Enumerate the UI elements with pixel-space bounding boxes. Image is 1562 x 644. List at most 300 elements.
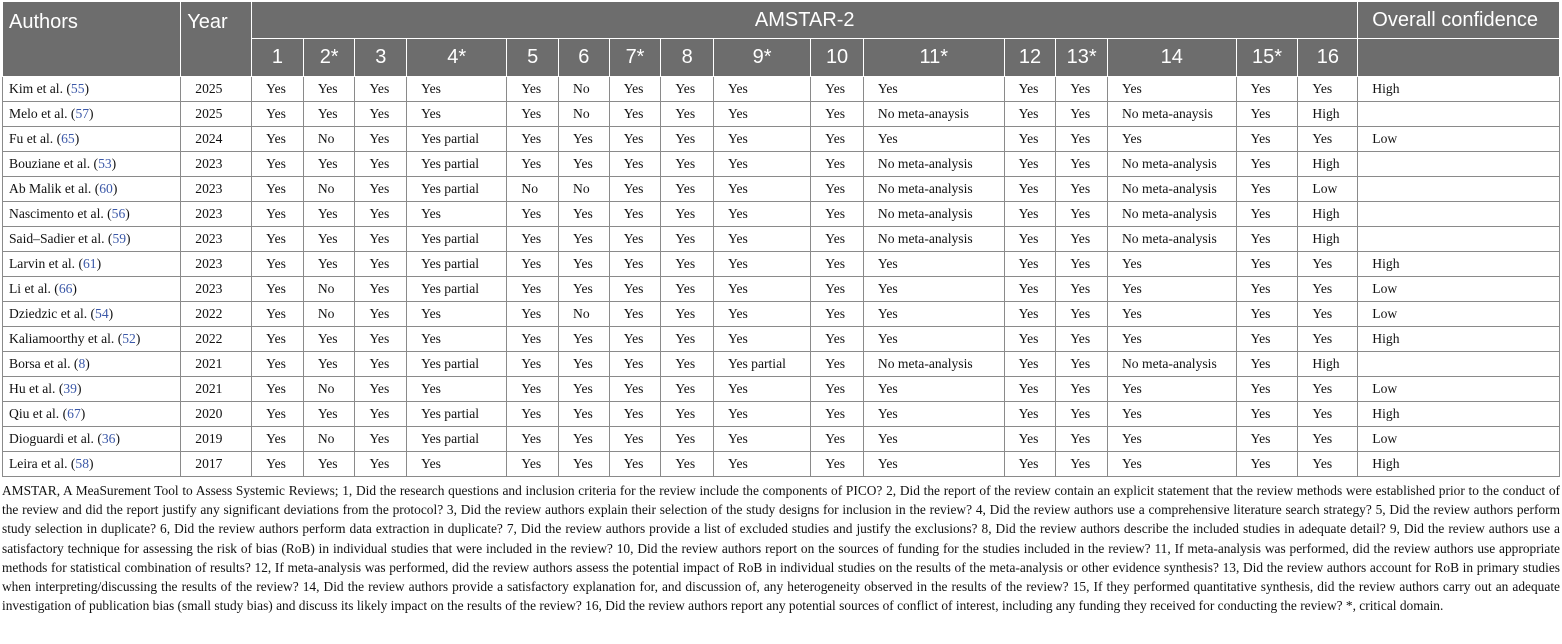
amstar-item-10-cell: Yes: [811, 277, 864, 302]
amstar-item-10-cell: Yes: [811, 252, 864, 277]
amstar-item-4-cell: Yes: [407, 77, 507, 102]
amstar-item-1-cell: Yes: [252, 152, 304, 177]
overall-confidence-cell: Low: [1358, 127, 1560, 152]
amstar-item-2-cell: Yes: [303, 352, 355, 377]
amstar-item-11-cell: No meta-anaysis: [863, 102, 1004, 127]
amstar-item-5-cell: Yes: [507, 252, 559, 277]
amstar-item-12-cell: Yes: [1004, 77, 1056, 102]
amstar-item-5-cell: Yes: [507, 352, 559, 377]
reference-link[interactable]: 36: [101, 431, 116, 446]
amstar-item-2-cell: No: [303, 377, 355, 402]
amstar-item-11-cell: No meta-analysis: [863, 352, 1004, 377]
reference-link[interactable]: 65: [61, 131, 75, 146]
reference-link[interactable]: 39: [63, 381, 77, 396]
amstar-item-14-cell: Yes: [1107, 77, 1236, 102]
amstar-item-3-cell: Yes: [355, 227, 407, 252]
amstar-item-9-cell: Yes: [714, 427, 811, 452]
overall-confidence-cell: Low: [1358, 277, 1560, 302]
reference-link[interactable]: 52: [122, 331, 136, 346]
amstar-item-13-cell: Yes: [1056, 252, 1108, 277]
amstar-item-16-cell: Yes: [1298, 277, 1358, 302]
overall-confidence-cell: Low: [1358, 377, 1560, 402]
table-row: [3, 102, 1560, 127]
amstar-item-4-cell: Yes: [407, 302, 507, 327]
amstar-item-4-cell: Yes partial: [407, 152, 507, 177]
amstar-item-6-cell: Yes: [559, 427, 610, 452]
amstar-item-13-cell: Yes: [1056, 402, 1108, 427]
amstar-item-3-cell: Yes: [355, 152, 407, 177]
amstar-item-1-cell: Yes: [252, 77, 304, 102]
author-cell: [3, 377, 181, 402]
amstar-item-7-cell: Yes: [609, 352, 661, 377]
amstar-item-9-cell: Yes: [714, 127, 811, 152]
amstar-item-8-cell: Yes: [661, 227, 714, 252]
header-item-15: 15*: [1236, 39, 1298, 77]
table-row: [3, 352, 1560, 377]
amstar-item-6-cell: Yes: [559, 377, 610, 402]
amstar-item-11-cell: Yes: [863, 277, 1004, 302]
author-cell: [3, 427, 181, 452]
amstar-item-11-cell: No meta-analysis: [863, 227, 1004, 252]
author-close-paren: ): [76, 381, 82, 396]
header-item-6: 6: [559, 39, 610, 77]
table-row: [3, 202, 1560, 227]
author-name: Fu et al. (: [9, 131, 62, 146]
table-row: [3, 152, 1560, 177]
amstar-item-4-cell: Yes: [407, 452, 507, 477]
amstar-item-14-cell: Yes: [1107, 302, 1236, 327]
author-close-paren: ): [125, 206, 130, 221]
table-body: [3, 77, 1560, 477]
author-close-paren: ): [85, 356, 90, 371]
overall-confidence-cell: [1358, 177, 1560, 202]
amstar-item-1-cell: Yes: [252, 277, 304, 302]
amstar-item-16-cell: High: [1298, 227, 1358, 252]
amstar-item-1-cell: Yes: [252, 227, 304, 252]
amstar-item-12-cell: Yes: [1004, 227, 1056, 252]
amstar-item-3-cell: Yes: [355, 102, 407, 127]
author-cell: [3, 452, 181, 477]
amstar-item-3-cell: Yes: [355, 277, 407, 302]
amstar-item-13-cell: Yes: [1056, 77, 1108, 102]
amstar-item-14-cell: Yes: [1107, 452, 1236, 477]
header-overall-spacer: [1358, 39, 1560, 77]
amstar-item-2-cell: Yes: [303, 102, 355, 127]
amstar-item-2-cell: No: [303, 302, 355, 327]
amstar-item-10-cell: Yes: [811, 177, 864, 202]
amstar-item-1-cell: Yes: [252, 127, 304, 152]
reference-link[interactable]: 53: [98, 156, 112, 171]
amstar-item-2-cell: No: [303, 177, 355, 202]
amstar-item-13-cell: Yes: [1056, 152, 1108, 177]
amstar-item-3-cell: Yes: [355, 77, 407, 102]
year-cell: 2022: [181, 302, 252, 327]
amstar-item-15-cell: Yes: [1236, 427, 1298, 452]
amstar-item-11-cell: Yes: [863, 452, 1004, 477]
amstar-table: [2, 1, 1560, 477]
amstar-item-12-cell: Yes: [1004, 102, 1056, 127]
amstar-item-9-cell: Yes partial: [714, 352, 811, 377]
amstar-item-7-cell: Yes: [609, 277, 661, 302]
table-row: [3, 227, 1560, 252]
author-name: Kim et al. (: [9, 81, 71, 96]
amstar-item-13-cell: Yes: [1056, 452, 1108, 477]
amstar-item-6-cell: Yes: [559, 202, 610, 227]
amstar-item-9-cell: Yes: [714, 152, 811, 177]
amstar-item-14-cell: Yes: [1107, 327, 1236, 352]
table-row: [3, 327, 1560, 352]
overall-confidence-cell: [1358, 227, 1560, 252]
year-cell: 2021: [181, 352, 252, 377]
author-cell: [3, 302, 181, 327]
author-name: Qiu et al. (: [9, 406, 68, 421]
amstar-item-8-cell: Yes: [661, 177, 714, 202]
amstar-item-5-cell: Yes: [507, 302, 559, 327]
amstar-item-10-cell: Yes: [811, 427, 864, 452]
amstar-item-8-cell: Yes: [661, 377, 714, 402]
amstar-item-8-cell: Yes: [661, 402, 714, 427]
reference-link[interactable]: 54: [95, 306, 109, 321]
amstar-item-5-cell: Yes: [507, 377, 559, 402]
amstar-item-7-cell: Yes: [609, 452, 661, 477]
amstar-item-16-cell: High: [1298, 152, 1358, 177]
overall-confidence-cell: [1358, 152, 1560, 177]
amstar-item-13-cell: Yes: [1056, 427, 1108, 452]
amstar-item-16-cell: Yes: [1298, 302, 1358, 327]
amstar-item-10-cell: Yes: [811, 77, 864, 102]
amstar-item-1-cell: Yes: [252, 402, 304, 427]
amstar-item-7-cell: Yes: [609, 102, 661, 127]
header-item-5: 5: [507, 39, 559, 77]
amstar-item-8-cell: Yes: [661, 202, 714, 227]
amstar-item-15-cell: Yes: [1236, 377, 1298, 402]
amstar-item-2-cell: Yes: [303, 252, 355, 277]
amstar-item-3-cell: Yes: [355, 127, 407, 152]
amstar-item-6-cell: Yes: [559, 402, 610, 427]
header-overall-confidence: Overall confidence: [1358, 2, 1560, 39]
amstar-item-5-cell: Yes: [507, 277, 559, 302]
author-name: Bouziane et al. (: [9, 156, 99, 171]
amstar-item-5-cell: Yes: [507, 452, 559, 477]
author-close-paren: ): [108, 306, 114, 321]
amstar-item-13-cell: Yes: [1056, 352, 1108, 377]
amstar-item-10-cell: Yes: [811, 152, 864, 177]
reference-link[interactable]: 67: [67, 406, 81, 421]
amstar-item-13-cell: Yes: [1056, 102, 1108, 127]
amstar-item-12-cell: Yes: [1004, 327, 1056, 352]
amstar-item-12-cell: Yes: [1004, 352, 1056, 377]
amstar-item-5-cell: Yes: [507, 152, 559, 177]
amstar-item-8-cell: Yes: [661, 352, 714, 377]
amstar-item-9-cell: Yes: [714, 302, 811, 327]
overall-confidence-cell: [1358, 102, 1560, 127]
amstar-item-2-cell: Yes: [303, 202, 355, 227]
amstar-item-6-cell: Yes: [559, 252, 610, 277]
amstar-item-15-cell: Yes: [1236, 77, 1298, 102]
header-item-8: 8: [661, 39, 714, 77]
author-cell: [3, 277, 181, 302]
amstar-item-10-cell: Yes: [811, 302, 864, 327]
amstar-item-14-cell: Yes: [1107, 127, 1236, 152]
year-cell: 2025: [181, 102, 252, 127]
amstar-item-8-cell: Yes: [661, 102, 714, 127]
amstar-item-15-cell: Yes: [1236, 277, 1298, 302]
amstar-item-6-cell: Yes: [559, 277, 610, 302]
amstar-item-6-cell: Yes: [559, 452, 610, 477]
amstar-item-13-cell: Yes: [1056, 227, 1108, 252]
amstar-item-16-cell: Yes: [1298, 252, 1358, 277]
amstar-item-6-cell: Yes: [559, 227, 610, 252]
amstar-item-14-cell: Yes: [1107, 377, 1236, 402]
amstar-item-12-cell: Yes: [1004, 252, 1056, 277]
table-row: [3, 77, 1560, 102]
amstar-item-1-cell: Yes: [252, 102, 304, 127]
header-item-7: 7*: [609, 39, 661, 77]
overall-confidence-cell: [1358, 352, 1560, 377]
amstar-item-16-cell: Yes: [1298, 77, 1358, 102]
author-cell: [3, 127, 181, 152]
author-close-paren: ): [84, 81, 90, 96]
author-name: Melo et al. (: [9, 106, 76, 121]
amstar-item-3-cell: Yes: [355, 202, 407, 227]
author-cell: [3, 402, 181, 427]
header-item-13: 13*: [1056, 39, 1108, 77]
amstar-item-10-cell: Yes: [811, 327, 864, 352]
table-row: [3, 127, 1560, 152]
author-close-paren: ): [135, 331, 141, 346]
amstar-item-12-cell: Yes: [1004, 377, 1056, 402]
year-cell: 2024: [181, 127, 252, 152]
amstar-item-8-cell: Yes: [661, 277, 714, 302]
amstar-item-7-cell: Yes: [609, 177, 661, 202]
amstar-item-9-cell: Yes: [714, 402, 811, 427]
amstar-item-8-cell: Yes: [661, 452, 714, 477]
amstar-item-2-cell: Yes: [303, 327, 355, 352]
amstar-item-4-cell: Yes partial: [407, 127, 507, 152]
amstar-item-13-cell: Yes: [1056, 327, 1108, 352]
amstar-item-2-cell: Yes: [303, 452, 355, 477]
amstar-item-15-cell: Yes: [1236, 452, 1298, 477]
year-cell: 2023: [181, 252, 252, 277]
amstar-item-11-cell: Yes: [863, 302, 1004, 327]
amstar-item-7-cell: Yes: [609, 152, 661, 177]
amstar-item-12-cell: Yes: [1004, 402, 1056, 427]
author-name: Larvin et al. (: [9, 256, 83, 271]
author-close-paren: ): [111, 156, 117, 171]
table-row: [3, 427, 1560, 452]
amstar-item-2-cell: Yes: [303, 227, 355, 252]
reference-link[interactable]: 60: [99, 181, 113, 196]
amstar-item-12-cell: Yes: [1004, 177, 1056, 202]
year-cell: 2023: [181, 202, 252, 227]
amstar-item-15-cell: Yes: [1236, 102, 1298, 127]
header-amstar-group: AMSTAR-2: [252, 2, 1358, 39]
author-close-paren: ): [89, 456, 94, 471]
amstar-item-1-cell: Yes: [252, 327, 304, 352]
amstar-item-6-cell: Yes: [559, 127, 610, 152]
table-row: [3, 302, 1560, 327]
table-row: [3, 252, 1560, 277]
table-row: [3, 452, 1560, 477]
amstar-item-3-cell: Yes: [355, 452, 407, 477]
header-item-12: 12: [1004, 39, 1056, 77]
author-close-paren: ): [80, 406, 86, 421]
amstar-item-2-cell: No: [303, 277, 355, 302]
amstar-item-4-cell: Yes partial: [407, 277, 507, 302]
header-item-1: 1: [252, 39, 304, 77]
amstar-item-7-cell: Yes: [609, 202, 661, 227]
reference-link[interactable]: 66: [58, 281, 73, 296]
author-close-paren: ): [126, 231, 131, 246]
amstar-item-4-cell: Yes: [407, 327, 507, 352]
amstar-item-16-cell: Yes: [1298, 327, 1358, 352]
amstar-item-8-cell: Yes: [661, 127, 714, 152]
amstar-item-6-cell: No: [559, 102, 610, 127]
reference-link[interactable]: 59: [112, 231, 127, 246]
amstar-item-1-cell: Yes: [252, 302, 304, 327]
amstar-item-5-cell: Yes: [507, 202, 559, 227]
amstar-item-16-cell: Yes: [1298, 427, 1358, 452]
reference-link[interactable]: 61: [82, 256, 97, 271]
amstar-item-14-cell: No meta-analysis: [1107, 352, 1236, 377]
year-cell: 2021: [181, 377, 252, 402]
amstar-item-14-cell: Yes: [1107, 427, 1236, 452]
amstar-item-10-cell: Yes: [811, 202, 864, 227]
amstar-item-8-cell: Yes: [661, 327, 714, 352]
amstar-item-13-cell: Yes: [1056, 177, 1108, 202]
amstar-item-11-cell: No meta-analysis: [863, 202, 1004, 227]
amstar-item-5-cell: Yes: [507, 127, 559, 152]
amstar-item-14-cell: No meta-analysis: [1107, 227, 1236, 252]
year-cell: 2022: [181, 327, 252, 352]
amstar-item-3-cell: Yes: [355, 302, 407, 327]
amstar-item-14-cell: No meta-analysis: [1107, 177, 1236, 202]
amstar-item-13-cell: Yes: [1056, 127, 1108, 152]
author-cell: [3, 152, 181, 177]
amstar-item-5-cell: Yes: [507, 327, 559, 352]
amstar-item-3-cell: Yes: [355, 327, 407, 352]
amstar-item-14-cell: Yes: [1107, 402, 1236, 427]
amstar-item-7-cell: Yes: [609, 427, 661, 452]
amstar-item-9-cell: Yes: [714, 77, 811, 102]
overall-confidence-cell: High: [1358, 327, 1560, 352]
author-close-paren: ): [96, 256, 102, 271]
amstar-item-9-cell: Yes: [714, 452, 811, 477]
amstar-item-14-cell: No meta-analysis: [1107, 202, 1236, 227]
amstar-item-15-cell: Yes: [1236, 402, 1298, 427]
amstar-item-4-cell: Yes partial: [407, 177, 507, 202]
amstar-item-10-cell: Yes: [811, 452, 864, 477]
amstar-item-8-cell: Yes: [661, 77, 714, 102]
overall-confidence-cell: Low: [1358, 302, 1560, 327]
author-name: Dioguardi et al. (: [9, 431, 102, 446]
author-name: Li et al. (: [9, 281, 59, 296]
reference-link[interactable]: 8: [78, 356, 86, 371]
amstar-item-4-cell: Yes partial: [407, 402, 507, 427]
author-cell: [3, 202, 181, 227]
amstar-item-13-cell: Yes: [1056, 202, 1108, 227]
author-name: Nascimento et al. (: [9, 206, 112, 221]
amstar-item-2-cell: Yes: [303, 77, 355, 102]
amstar-item-10-cell: Yes: [811, 352, 864, 377]
author-name: Said–Sadier et al. (: [9, 231, 113, 246]
amstar-item-14-cell: No meta-analysis: [1107, 152, 1236, 177]
amstar-item-12-cell: Yes: [1004, 302, 1056, 327]
amstar-item-4-cell: Yes: [407, 102, 507, 127]
amstar-item-4-cell: Yes partial: [407, 252, 507, 277]
author-cell: [3, 77, 181, 102]
amstar-item-16-cell: Yes: [1298, 127, 1358, 152]
amstar-item-11-cell: No meta-analysis: [863, 177, 1004, 202]
amstar-item-15-cell: Yes: [1236, 177, 1298, 202]
amstar-item-11-cell: Yes: [863, 402, 1004, 427]
author-cell: [3, 327, 181, 352]
amstar-item-9-cell: Yes: [714, 377, 811, 402]
amstar-item-16-cell: Yes: [1298, 377, 1358, 402]
amstar-item-15-cell: Yes: [1236, 302, 1298, 327]
amstar-item-8-cell: Yes: [661, 152, 714, 177]
amstar-item-16-cell: Yes: [1298, 402, 1358, 427]
amstar-item-12-cell: Yes: [1004, 427, 1056, 452]
amstar-item-7-cell: Yes: [609, 227, 661, 252]
table-row: [3, 377, 1560, 402]
amstar-item-5-cell: Yes: [507, 227, 559, 252]
amstar-item-9-cell: Yes: [714, 327, 811, 352]
year-cell: 2023: [181, 277, 252, 302]
amstar-item-12-cell: Yes: [1004, 277, 1056, 302]
author-close-paren: ): [89, 106, 94, 121]
year-cell: 2019: [181, 427, 252, 452]
amstar-item-4-cell: Yes partial: [407, 352, 507, 377]
amstar-item-2-cell: Yes: [303, 152, 355, 177]
year-cell: 2023: [181, 177, 252, 202]
amstar-item-6-cell: No: [559, 77, 610, 102]
author-close-paren: ): [74, 131, 80, 146]
amstar-item-16-cell: High: [1298, 202, 1358, 227]
amstar-item-11-cell: Yes: [863, 252, 1004, 277]
amstar-item-10-cell: Yes: [811, 402, 864, 427]
amstar-item-16-cell: High: [1298, 102, 1358, 127]
amstar-item-10-cell: Yes: [811, 227, 864, 252]
amstar-item-5-cell: No: [507, 177, 559, 202]
author-cell: [3, 352, 181, 377]
author-close-paren: ): [112, 181, 118, 196]
header-item-3: 3: [355, 39, 407, 77]
amstar-item-4-cell: Yes: [407, 377, 507, 402]
header-item-2: 2*: [303, 39, 355, 77]
amstar-item-5-cell: Yes: [507, 402, 559, 427]
reference-link[interactable]: 58: [75, 456, 90, 471]
overall-confidence-cell: High: [1358, 452, 1560, 477]
reference-link[interactable]: 57: [75, 106, 90, 121]
author-name: Hu et al. (: [9, 381, 64, 396]
amstar-item-1-cell: Yes: [252, 352, 304, 377]
amstar-item-5-cell: Yes: [507, 102, 559, 127]
amstar-item-6-cell: Yes: [559, 327, 610, 352]
amstar-item-9-cell: Yes: [714, 252, 811, 277]
overall-confidence-cell: High: [1358, 77, 1560, 102]
amstar-item-7-cell: Yes: [609, 252, 661, 277]
amstar-item-1-cell: Yes: [252, 377, 304, 402]
amstar-item-8-cell: Yes: [661, 427, 714, 452]
amstar-item-11-cell: Yes: [863, 327, 1004, 352]
reference-link[interactable]: 56: [111, 206, 126, 221]
reference-link[interactable]: 55: [70, 81, 85, 96]
amstar-item-2-cell: No: [303, 427, 355, 452]
amstar-item-3-cell: Yes: [355, 177, 407, 202]
table-row: [3, 277, 1560, 302]
amstar-item-5-cell: Yes: [507, 427, 559, 452]
